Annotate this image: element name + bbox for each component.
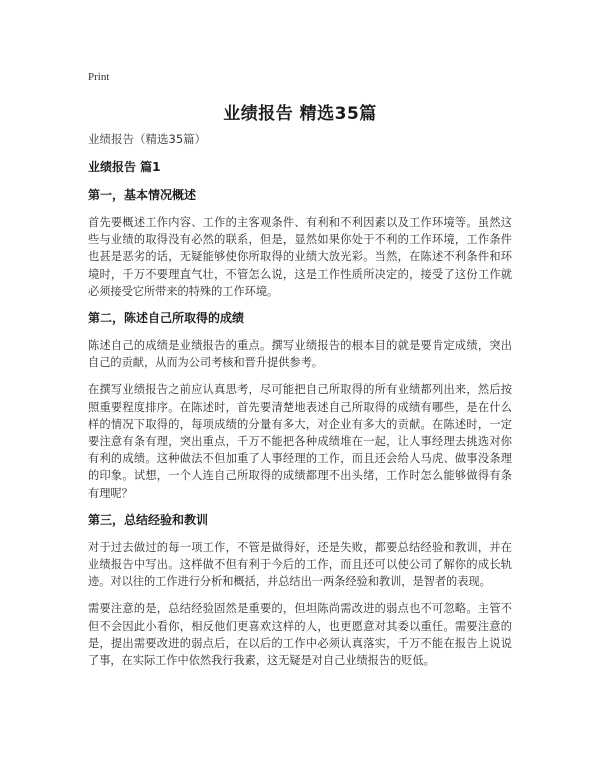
paragraph: 对于过去做过的每一项工作，不管是做得好，还是失败，都要总结经验和教训，并在业绩报告中写出。这样做不但有利于今后的工作，而且还可以使公司了解你的成长轨迹。对以往的工作进行分析和概括，并总结出一两条经验和教训，是智者的表现。 (88, 540, 512, 589)
section-lessons (88, 512, 512, 669)
paragraph: 首先要概述工作内容、工作的主客观条件、有利和不利因素以及工作环境等。虽然这些与业绩的取得没有必然的联系，但是，显然如果你处于不利的工作环境，工作条件也甚是恶劣的话，无疑能够使你所取得的业绩大放光彩。当然，在陈述不利条件和环境时，千万不要理直气壮，不管怎么说，这是工作性质所决定的，接受了这份工作就必须接受它所带来的特殊的工作环境。 (88, 216, 512, 298)
paragraph: 在撰写业绩报告之前应认真思考，尽可能把自己所取得的所有业绩都列出来，然后按照重要程度排序。在陈述时，首先要清楚地表述自己所取得的成绩有哪些，是在什么样的情况下取得的，每项成绩的分量有多大，对企业有多大的贡献。在陈述时，一定要注意有条有理，突出重点，千万不能把各种成绩堆在一起，让人事经理去挑选对你有利的成绩。这种做法不但加重了人事经理的工作，而且还会给人马虎、做事没条理的印象。试想，一个人连自己所取得的成绩都理不出头绪，工作时怎么能够做得有条有理呢？ (88, 383, 512, 500)
print-label: Print (88, 71, 110, 83)
section-overview (88, 187, 512, 300)
article-heading: 业绩报告 篇1 (88, 160, 161, 174)
section-achievements (88, 310, 512, 502)
paragraph: 需要注意的是，总结经验固然是重要的，但坦陈尚需改进的弱点也不可忽略。主管不但不会因此小看你，相反他们更喜欢这样的人，也更愿意对其委以重任。需要注意的是，提出需要改进的弱点后，在以后的工作中必须认真落实，千万不能在报告上说说了事，在实际工作中依然我行我素，这无疑是对自己业绩报告的贬低。 (88, 602, 512, 668)
paragraph: 陈述自己的成绩是业绩报告的重点。撰写业绩报告的根本目的就是要肯定成绩，突出自己的贡献，从而为公司考核和晋升提供参考。 (88, 339, 512, 370)
section-heading: 第一，基本情况概述 (88, 188, 197, 202)
document-subtitle: 业绩报告（精选35篇） (88, 132, 207, 146)
page-title: 业绩报告 精选35篇 (223, 104, 377, 124)
document-body (88, 131, 512, 679)
section-heading: 第三，总结经验和教训 (88, 512, 209, 527)
section-heading: 第二，陈述自己所取得的成绩 (88, 311, 245, 326)
